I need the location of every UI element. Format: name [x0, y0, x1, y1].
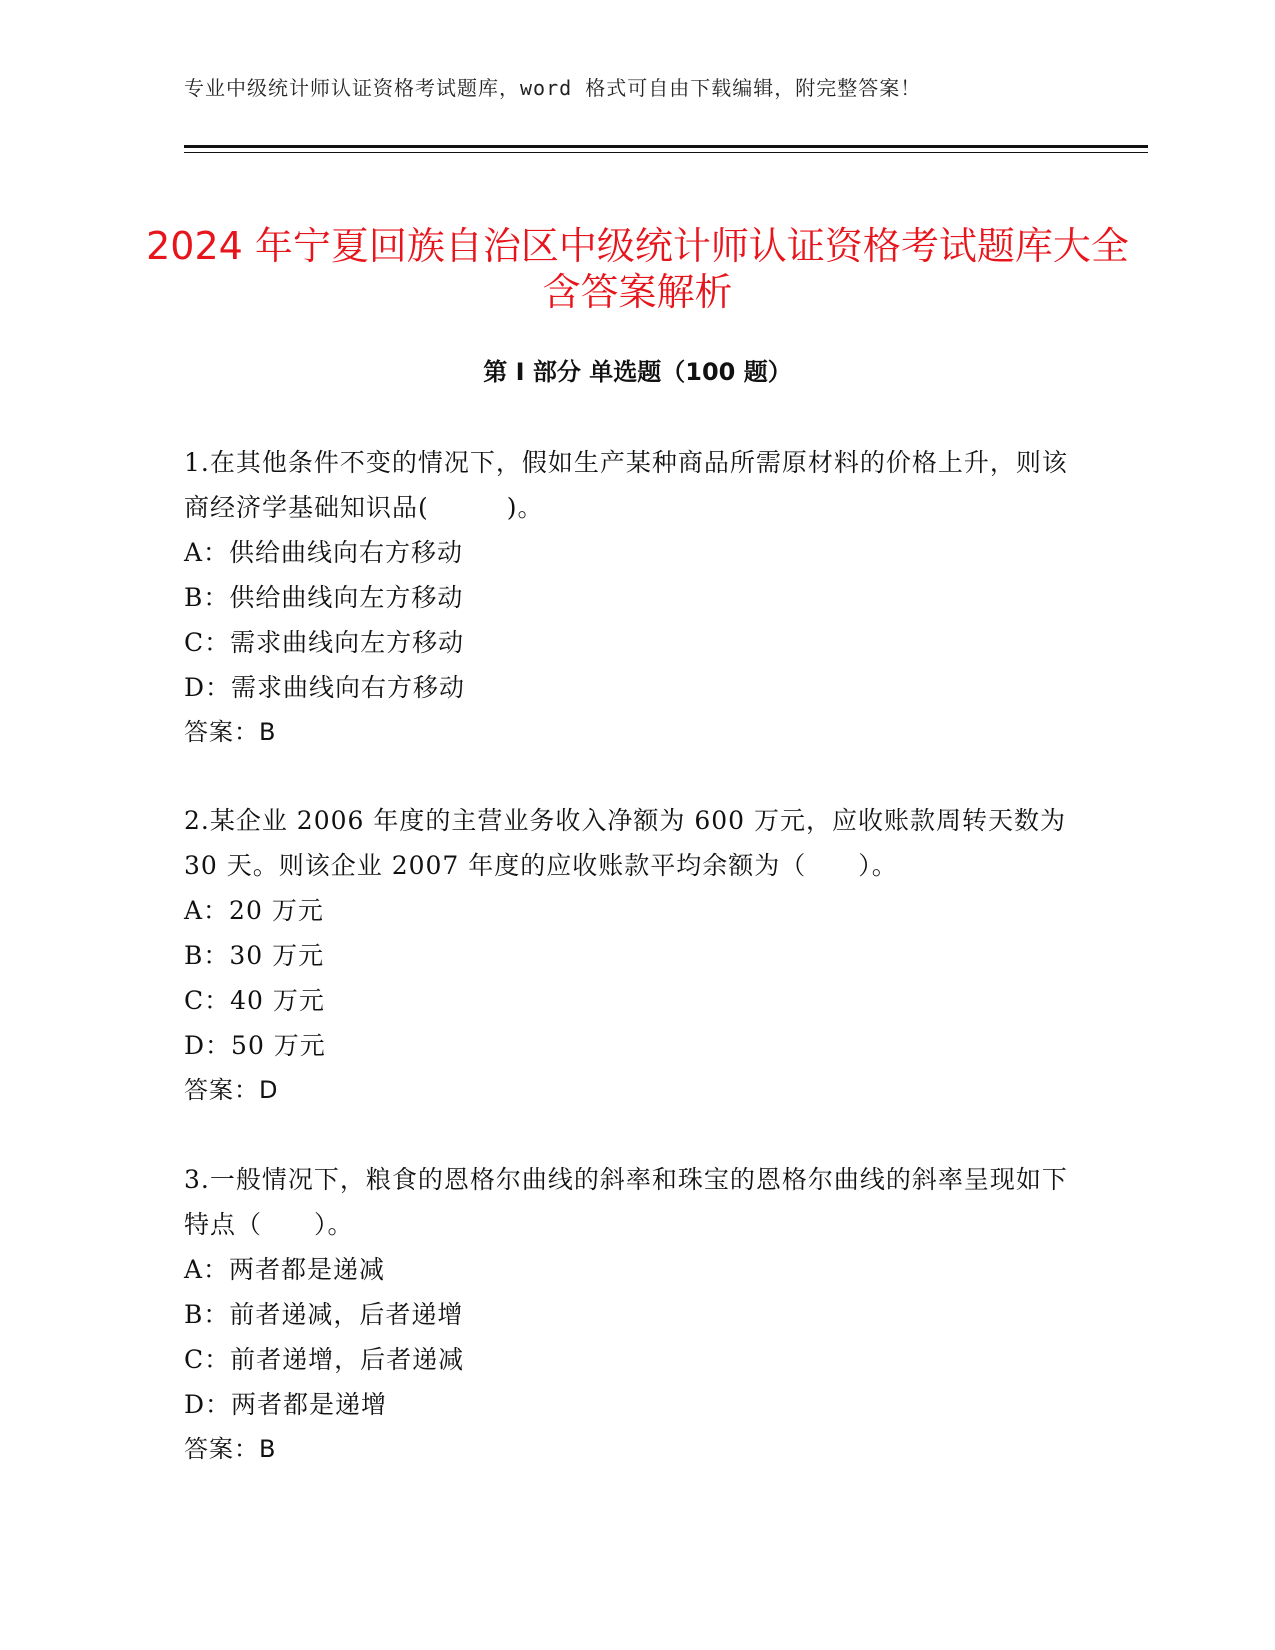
option-c: C：前者递增，后者递减	[184, 1345, 465, 1374]
option-a: A：两者都是递减	[184, 1255, 386, 1284]
option-b: B：前者递减，后者递增	[184, 1300, 464, 1329]
option-b: B：30 万元	[184, 941, 325, 970]
answer: 答案：B	[184, 718, 277, 746]
option-d: D：需求曲线向右方移动	[184, 673, 466, 702]
question-stem: 2.某企业 2006 年度的主营业务收入净额为 600 万元，应收账款周转天数为 30 天。则该企业 2007 年度的应收账款平均余额为（ ）。	[184, 806, 1066, 880]
page-header: 专业中级统计师认证资格考试题库，word 格式可自由下载编辑，附完整答案！	[184, 76, 922, 100]
answer: 答案：D	[184, 1076, 279, 1104]
option-a: A：供给曲线向右方移动	[184, 538, 464, 567]
option-d: D：两者都是递增	[184, 1390, 388, 1419]
question-3	[184, 1157, 1074, 1472]
option-d: D：50 万元	[184, 1031, 326, 1060]
option-b: B：供给曲线向左方移动	[184, 583, 464, 612]
document-title: 2024 年宁夏回族自治区中级统计师认证资格考试题库大全含答案解析	[146, 224, 1129, 315]
question-stem: 1.在其他条件不变的情况下，假如生产某种商品所需原材料的价格上升，则该商经济学基础知识品( )。	[184, 448, 1068, 522]
question-2	[184, 798, 1074, 1113]
option-a: A：20 万元	[184, 896, 324, 925]
question-1	[184, 440, 1074, 755]
option-c: C：40 万元	[184, 986, 325, 1015]
question-stem: 3.一般情况下，粮食的恩格尔曲线的斜率和珠宝的恩格尔曲线的斜率呈现如下特点（ ）。	[184, 1165, 1068, 1239]
header-rule-thin	[184, 152, 1148, 153]
header-rule-thick	[184, 145, 1148, 148]
section-heading: 第 I 部分 单选题（100 题）	[483, 358, 792, 386]
option-c: C：需求曲线向左方移动	[184, 628, 465, 657]
answer: 答案：B	[184, 1435, 277, 1463]
